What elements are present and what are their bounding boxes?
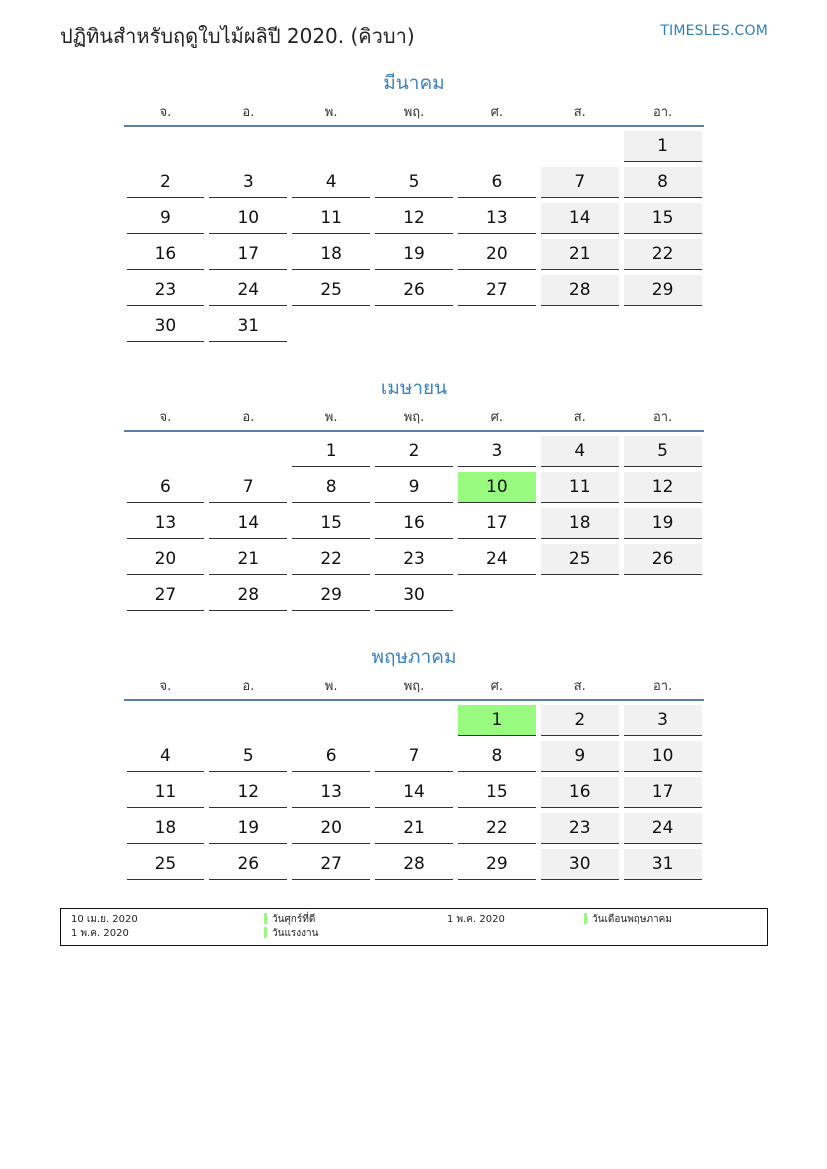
weeks-grid xyxy=(124,705,704,885)
day-cell xyxy=(538,849,621,885)
day-number: 16 xyxy=(541,777,619,808)
day-cell xyxy=(290,436,373,472)
weekday-header xyxy=(124,403,704,432)
legend-date: 10 เม.ย. 2020 xyxy=(71,914,138,925)
weekday-label: พฤ. xyxy=(403,410,425,425)
month-calendar xyxy=(124,642,704,885)
day-number: 8 xyxy=(458,741,536,772)
day-cell xyxy=(290,813,373,849)
day-cell xyxy=(207,741,290,777)
day-number: 22 xyxy=(624,239,702,270)
day-cell xyxy=(290,203,373,239)
week-row xyxy=(124,472,704,508)
day-cell xyxy=(124,813,207,849)
day-number: 31 xyxy=(624,849,702,880)
day-cell xyxy=(207,275,290,311)
day-number: 22 xyxy=(458,813,536,844)
day-number: 3 xyxy=(209,167,287,198)
day-number: 8 xyxy=(292,472,370,503)
day-number: 20 xyxy=(458,239,536,270)
legend-date: 1 พ.ค. 2020 xyxy=(447,914,505,925)
week-row xyxy=(124,705,704,741)
weekday-label: จ. xyxy=(159,410,172,425)
day-number: 29 xyxy=(292,580,370,611)
legend-item xyxy=(264,913,315,926)
weekday-label: ศ. xyxy=(490,410,504,425)
day-cell xyxy=(207,203,290,239)
day-number: 28 xyxy=(541,275,619,306)
empty-day-cell xyxy=(621,580,704,616)
day-number xyxy=(375,705,453,736)
day-number: 18 xyxy=(127,813,205,844)
day-number: 19 xyxy=(375,239,453,270)
day-cell xyxy=(621,131,704,167)
day-cell xyxy=(124,275,207,311)
week-row xyxy=(124,777,704,813)
day-number xyxy=(209,436,287,467)
day-cell xyxy=(621,436,704,472)
day-number xyxy=(209,131,287,162)
day-number: 4 xyxy=(541,436,619,467)
week-row xyxy=(124,203,704,239)
weekday-label: อ. xyxy=(242,679,255,694)
empty-day-cell xyxy=(290,705,373,741)
legend-label: วันศุกร์ที่ดี xyxy=(272,914,316,925)
day-number: 7 xyxy=(209,472,287,503)
day-cell xyxy=(538,472,621,508)
day-number xyxy=(624,311,702,342)
day-number xyxy=(292,131,370,162)
weekday-label: ศ. xyxy=(490,105,504,120)
day-number: 23 xyxy=(541,813,619,844)
weekday-label: อ. xyxy=(242,105,255,120)
day-cell xyxy=(124,741,207,777)
weekday-label: ส. xyxy=(573,105,586,120)
empty-day-cell xyxy=(290,131,373,167)
day-cell xyxy=(621,508,704,544)
empty-day-cell xyxy=(455,131,538,167)
day-number: 21 xyxy=(209,544,287,575)
legend-color-bar xyxy=(264,913,267,924)
week-row xyxy=(124,813,704,849)
day-number: 10 xyxy=(209,203,287,234)
day-cell xyxy=(538,436,621,472)
day-cell xyxy=(373,472,456,508)
day-number: 7 xyxy=(375,741,453,772)
day-number: 1 xyxy=(292,436,370,467)
day-cell xyxy=(538,741,621,777)
day-number: 3 xyxy=(624,705,702,736)
day-cell xyxy=(455,275,538,311)
day-number xyxy=(292,705,370,736)
empty-day-cell xyxy=(538,131,621,167)
month-title: พฤษภาคม xyxy=(371,646,457,668)
day-number: 12 xyxy=(375,203,453,234)
day-number: 29 xyxy=(458,849,536,880)
weekday-label: พ. xyxy=(324,105,338,120)
day-cell xyxy=(373,580,456,616)
day-cell xyxy=(373,275,456,311)
day-cell xyxy=(455,436,538,472)
day-number: 30 xyxy=(375,580,453,611)
day-cell xyxy=(207,813,290,849)
day-number: 8 xyxy=(624,167,702,198)
day-number: 23 xyxy=(375,544,453,575)
day-number: 17 xyxy=(458,508,536,539)
day-cell xyxy=(207,544,290,580)
day-number: 23 xyxy=(127,275,205,306)
weeks-grid xyxy=(124,131,704,347)
day-number xyxy=(458,311,536,342)
month-title: มีนาคม xyxy=(383,72,445,94)
day-number: 28 xyxy=(209,580,287,611)
empty-day-cell xyxy=(124,705,207,741)
day-number: 1 xyxy=(624,131,702,162)
day-number xyxy=(127,131,205,162)
day-number: 2 xyxy=(375,436,453,467)
day-number: 25 xyxy=(541,544,619,575)
legend-box xyxy=(60,908,768,946)
day-number: 24 xyxy=(458,544,536,575)
weekday-label: พ. xyxy=(324,679,338,694)
weekday-header xyxy=(124,98,704,127)
day-cell xyxy=(207,311,290,347)
day-number: 17 xyxy=(209,239,287,270)
week-row xyxy=(124,131,704,167)
day-number xyxy=(127,705,205,736)
day-cell xyxy=(455,544,538,580)
weekday-label: จ. xyxy=(159,105,172,120)
day-number: 2 xyxy=(127,167,205,198)
day-number: 6 xyxy=(127,472,205,503)
week-row xyxy=(124,311,704,347)
week-row xyxy=(124,544,704,580)
day-cell xyxy=(124,239,207,275)
day-number: 2 xyxy=(541,705,619,736)
day-number: 11 xyxy=(541,472,619,503)
day-cell xyxy=(124,203,207,239)
day-cell xyxy=(207,580,290,616)
week-row xyxy=(124,436,704,472)
weekday-label: ส. xyxy=(573,679,586,694)
day-cell xyxy=(290,239,373,275)
day-number: 30 xyxy=(541,849,619,880)
day-cell xyxy=(538,813,621,849)
site-link[interactable]: TIMESLES.COM xyxy=(660,23,768,39)
empty-day-cell xyxy=(207,436,290,472)
day-cell xyxy=(621,849,704,885)
day-number: 15 xyxy=(458,777,536,808)
weekday-label: อา. xyxy=(652,410,673,425)
week-row xyxy=(124,275,704,311)
day-cell xyxy=(373,508,456,544)
day-number: 3 xyxy=(458,436,536,467)
day-cell xyxy=(124,580,207,616)
day-number: 9 xyxy=(127,203,205,234)
day-number xyxy=(541,311,619,342)
day-number: 24 xyxy=(209,275,287,306)
day-cell xyxy=(538,777,621,813)
legend-label: วันแรงงาน xyxy=(272,928,319,939)
empty-day-cell xyxy=(124,131,207,167)
day-number: 12 xyxy=(209,777,287,808)
day-cell xyxy=(373,813,456,849)
day-cell xyxy=(621,167,704,203)
day-number xyxy=(541,131,619,162)
day-number: 10 xyxy=(624,741,702,772)
weeks-grid xyxy=(124,436,704,616)
month-title: เมษายน xyxy=(380,377,448,399)
day-cell xyxy=(455,777,538,813)
day-cell xyxy=(124,849,207,885)
day-cell xyxy=(373,544,456,580)
day-cell xyxy=(290,275,373,311)
legend-label: วันเดือนพฤษภาคม xyxy=(592,914,672,925)
day-number: 4 xyxy=(292,167,370,198)
day-cell xyxy=(538,203,621,239)
day-number: 27 xyxy=(292,849,370,880)
empty-day-cell xyxy=(207,705,290,741)
day-number xyxy=(375,311,453,342)
day-number: 14 xyxy=(541,203,619,234)
weekday-label: อ. xyxy=(242,410,255,425)
day-number: 16 xyxy=(127,239,205,270)
day-number xyxy=(458,580,536,611)
weekday-label: อา. xyxy=(652,105,673,120)
empty-day-cell xyxy=(373,131,456,167)
day-number: 20 xyxy=(292,813,370,844)
day-cell xyxy=(290,741,373,777)
day-cell xyxy=(373,203,456,239)
day-cell xyxy=(290,544,373,580)
day-number: 9 xyxy=(541,741,619,772)
day-cell xyxy=(538,239,621,275)
day-number xyxy=(292,311,370,342)
empty-day-cell xyxy=(455,311,538,347)
day-cell xyxy=(124,472,207,508)
day-cell xyxy=(207,777,290,813)
weekday-label: ส. xyxy=(573,410,586,425)
day-cell xyxy=(621,544,704,580)
day-number: 21 xyxy=(541,239,619,270)
empty-day-cell xyxy=(455,580,538,616)
day-cell xyxy=(621,777,704,813)
day-number: 9 xyxy=(375,472,453,503)
day-cell xyxy=(455,508,538,544)
day-cell xyxy=(290,580,373,616)
page-title: ปฏิทินสำหรับฤดูใบไม้ผลิปี 2020. (คิวบา) xyxy=(60,24,415,48)
day-number: 27 xyxy=(458,275,536,306)
day-cell xyxy=(538,275,621,311)
day-cell xyxy=(124,167,207,203)
day-number: 15 xyxy=(292,508,370,539)
day-number: 17 xyxy=(624,777,702,808)
weekday-label: อา. xyxy=(652,679,673,694)
day-cell xyxy=(455,705,538,741)
day-cell xyxy=(621,705,704,741)
day-cell xyxy=(373,849,456,885)
day-number xyxy=(127,436,205,467)
empty-day-cell xyxy=(373,705,456,741)
day-cell xyxy=(124,311,207,347)
empty-day-cell xyxy=(290,311,373,347)
weekday-header xyxy=(124,672,704,701)
day-cell xyxy=(621,203,704,239)
day-cell xyxy=(621,275,704,311)
day-cell xyxy=(455,849,538,885)
day-cell xyxy=(207,239,290,275)
empty-day-cell xyxy=(124,436,207,472)
day-number xyxy=(209,705,287,736)
day-cell xyxy=(373,741,456,777)
day-number: 11 xyxy=(292,203,370,234)
day-cell xyxy=(621,741,704,777)
day-number: 14 xyxy=(375,777,453,808)
day-number: 4 xyxy=(127,741,205,772)
empty-day-cell xyxy=(621,311,704,347)
day-number: 24 xyxy=(624,813,702,844)
week-row xyxy=(124,741,704,777)
day-number: 19 xyxy=(209,813,287,844)
day-number: 20 xyxy=(127,544,205,575)
day-cell xyxy=(455,472,538,508)
day-number: 7 xyxy=(541,167,619,198)
day-cell xyxy=(207,472,290,508)
day-number: 1 xyxy=(458,705,536,736)
day-cell xyxy=(290,777,373,813)
week-row xyxy=(124,239,704,275)
day-number: 29 xyxy=(624,275,702,306)
weekday-label: พ. xyxy=(324,410,338,425)
day-number: 19 xyxy=(624,508,702,539)
day-cell xyxy=(455,741,538,777)
day-number xyxy=(541,580,619,611)
day-number: 5 xyxy=(209,741,287,772)
day-cell xyxy=(455,203,538,239)
day-cell xyxy=(373,436,456,472)
day-number: 25 xyxy=(127,849,205,880)
day-cell xyxy=(290,849,373,885)
day-number: 18 xyxy=(541,508,619,539)
day-cell xyxy=(621,239,704,275)
empty-day-cell xyxy=(538,580,621,616)
day-number: 15 xyxy=(624,203,702,234)
day-cell xyxy=(538,705,621,741)
weekday-label: พฤ. xyxy=(403,105,425,120)
day-number: 28 xyxy=(375,849,453,880)
day-cell xyxy=(124,544,207,580)
day-number: 14 xyxy=(209,508,287,539)
month-calendar xyxy=(124,373,704,616)
legend-item xyxy=(264,927,318,940)
day-number: 12 xyxy=(624,472,702,503)
day-number: 5 xyxy=(624,436,702,467)
day-cell xyxy=(373,167,456,203)
legend-color-bar xyxy=(584,913,587,924)
day-number: 30 xyxy=(127,311,205,342)
week-row xyxy=(124,849,704,885)
empty-day-cell xyxy=(538,311,621,347)
legend-date: 1 พ.ค. 2020 xyxy=(71,928,129,939)
day-cell xyxy=(621,472,704,508)
day-number: 26 xyxy=(624,544,702,575)
day-cell xyxy=(124,508,207,544)
day-number: 26 xyxy=(209,849,287,880)
empty-day-cell xyxy=(373,311,456,347)
week-row xyxy=(124,580,704,616)
day-number: 31 xyxy=(209,311,287,342)
day-number: 6 xyxy=(292,741,370,772)
day-cell xyxy=(373,239,456,275)
day-cell xyxy=(290,508,373,544)
weekday-label: ศ. xyxy=(490,679,504,694)
day-number: 26 xyxy=(375,275,453,306)
day-number: 13 xyxy=(458,203,536,234)
day-cell xyxy=(455,167,538,203)
day-cell xyxy=(124,777,207,813)
day-number: 22 xyxy=(292,544,370,575)
day-number: 16 xyxy=(375,508,453,539)
day-number xyxy=(375,131,453,162)
day-cell xyxy=(207,508,290,544)
day-number: 10 xyxy=(458,472,536,503)
legend-color-bar xyxy=(264,927,267,938)
day-cell xyxy=(538,544,621,580)
week-row xyxy=(124,167,704,203)
day-cell xyxy=(290,472,373,508)
day-cell xyxy=(621,813,704,849)
day-number xyxy=(458,131,536,162)
day-number: 25 xyxy=(292,275,370,306)
week-row xyxy=(124,508,704,544)
day-cell xyxy=(207,167,290,203)
weekday-label: พฤ. xyxy=(403,679,425,694)
day-cell xyxy=(455,813,538,849)
weekday-label: จ. xyxy=(159,679,172,694)
day-cell xyxy=(538,508,621,544)
empty-day-cell xyxy=(207,131,290,167)
day-number xyxy=(624,580,702,611)
day-cell xyxy=(290,167,373,203)
day-number: 11 xyxy=(127,777,205,808)
day-cell xyxy=(538,167,621,203)
day-cell xyxy=(207,849,290,885)
day-number: 21 xyxy=(375,813,453,844)
day-number: 13 xyxy=(292,777,370,808)
day-number: 13 xyxy=(127,508,205,539)
day-number: 5 xyxy=(375,167,453,198)
day-number: 18 xyxy=(292,239,370,270)
legend-item xyxy=(584,913,672,926)
day-number: 6 xyxy=(458,167,536,198)
day-cell xyxy=(455,239,538,275)
month-calendar xyxy=(124,68,704,347)
day-cell xyxy=(373,777,456,813)
day-number: 27 xyxy=(127,580,205,611)
